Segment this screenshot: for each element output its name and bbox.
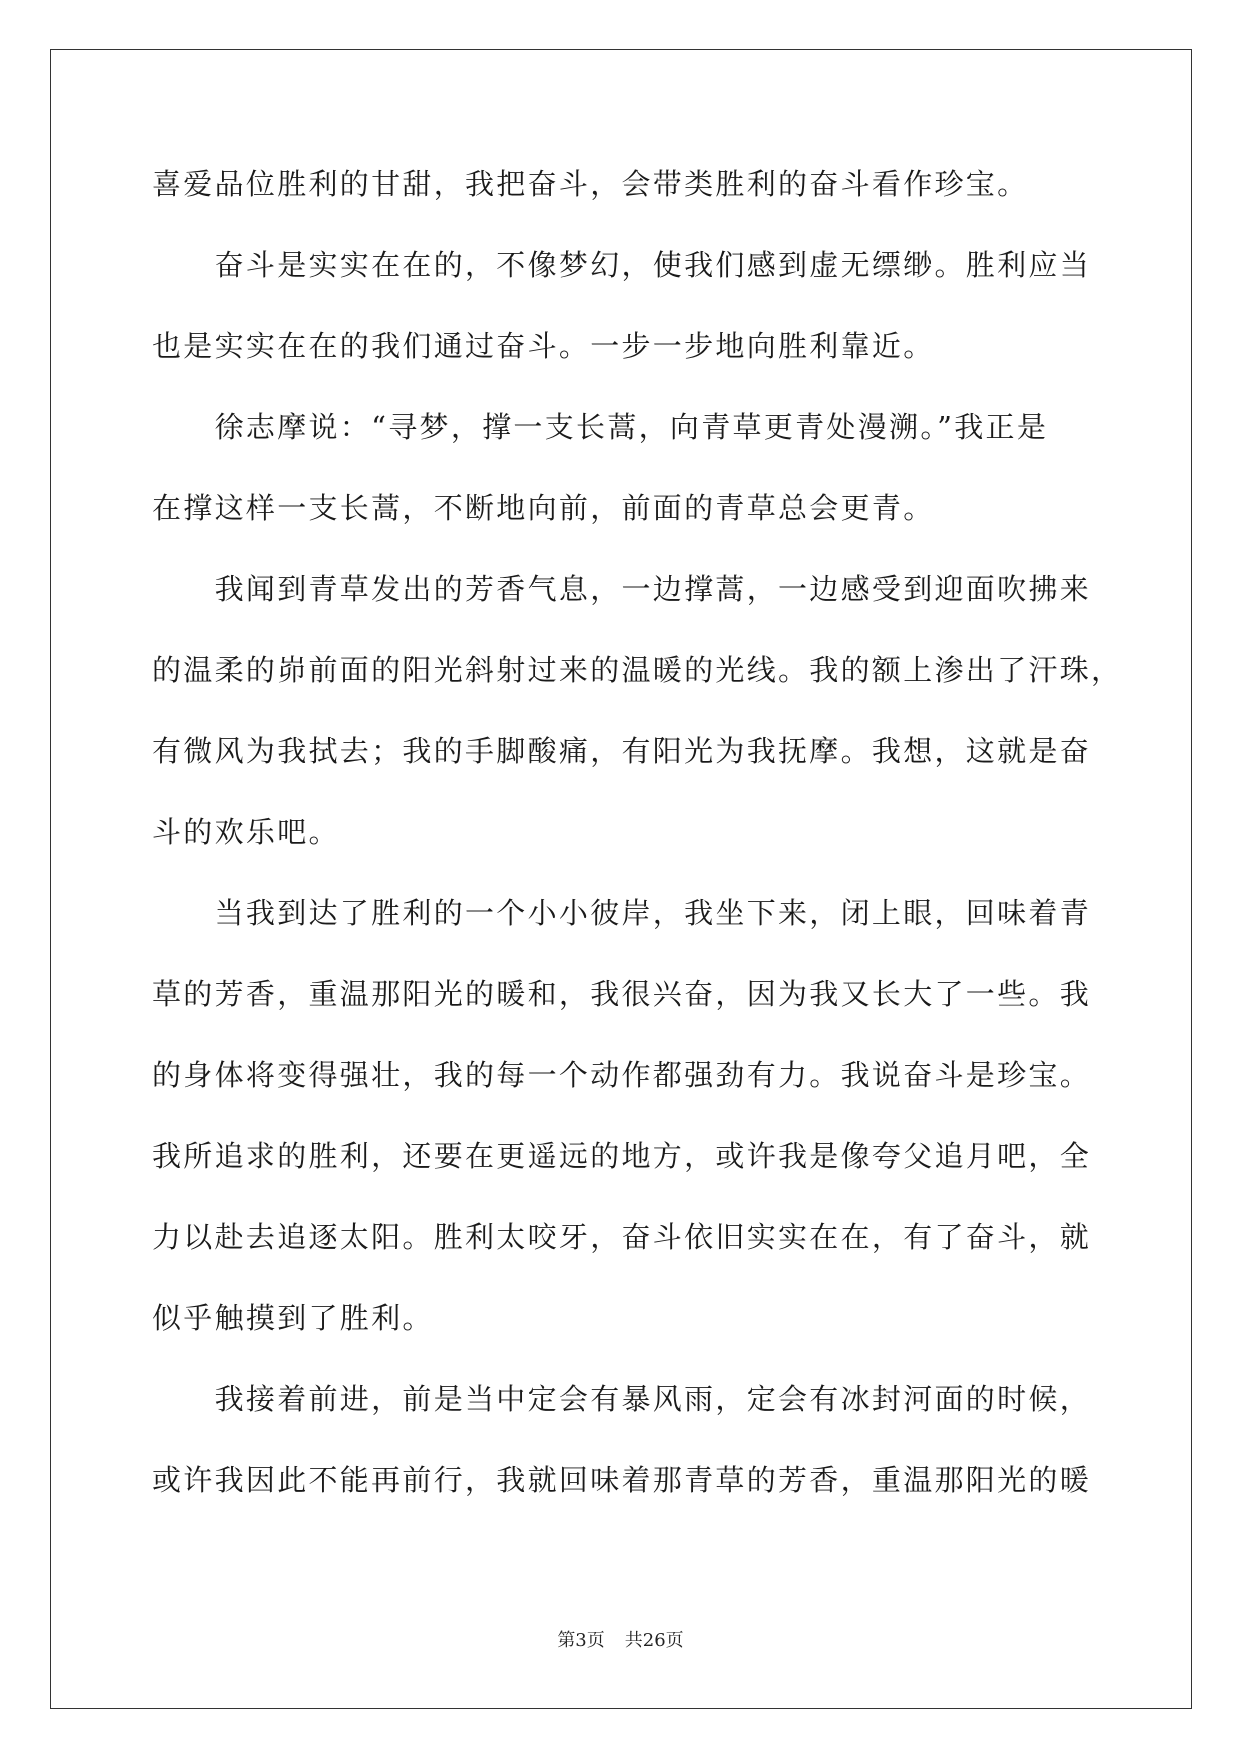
document-body: [152, 160, 1123, 1537]
text-line: 在撑这样一支长蒿，不断地向前，前面的青草总会更青。: [152, 491, 935, 525]
text-line: 斗的欢乐吧。: [152, 815, 340, 849]
text-line: 也是实实在在的我们通过奋斗。一步一步地向胜利靠近。: [152, 329, 935, 363]
text-line: 我闻到青草发出的芳香气息，一边撑蒿，一边感受到迎面吹拂来: [152, 572, 1092, 606]
page-number-current: 第3页: [557, 1630, 605, 1651]
text-line: 草的芳香，重温那阳光的暖和，我很兴奋，因为我又长大了一些。我: [152, 977, 1092, 1011]
page-footer: [0, 1629, 1241, 1653]
text-line: 徐志摩说：“寻梦，撑一支长蒿，向青草更青处漫溯。”我正是: [152, 410, 1049, 444]
text-line: 有微风为我拭去；我的手脚酸痛，有阳光为我抚摩。我想，这就是奋: [152, 734, 1092, 768]
text-line: 我接着前进，前是当中定会有暴风雨，定会有冰封河面的时候，: [152, 1382, 1092, 1416]
text-line: 力以赴去追逐太阳。胜利太咬牙，奋斗依旧实实在在，有了奋斗，就: [152, 1220, 1092, 1254]
text-line: 的温柔的峁前面的阳光斜射过来的温暖的光线。我的额上渗出了汗珠，: [152, 653, 1123, 687]
text-line: 喜爱品位胜利的甘甜，我把奋斗，会带类胜利的奋斗看作珍宝。: [152, 167, 1029, 201]
page-number-total: 共26页: [624, 1630, 684, 1651]
text-line: 当我到达了胜利的一个小小彼岸，我坐下来，闭上眼，回味着青: [152, 896, 1092, 930]
text-line: 的身体将变得强壮，我的每一个动作都强劲有力。我说奋斗是珍宝。: [152, 1058, 1092, 1092]
text-line: 似乎触摸到了胜利。: [152, 1301, 434, 1335]
text-line: 我所追求的胜利，还要在更遥远的地方，或许我是像夸父追月吧，全: [152, 1139, 1092, 1173]
text-line: 奋斗是实实在在的，不像梦幻，使我们感到虚无缥缈。胜利应当: [152, 248, 1092, 282]
text-line: 或许我因此不能再前行，我就回味着那青草的芳香，重温那阳光的暖: [152, 1463, 1092, 1497]
